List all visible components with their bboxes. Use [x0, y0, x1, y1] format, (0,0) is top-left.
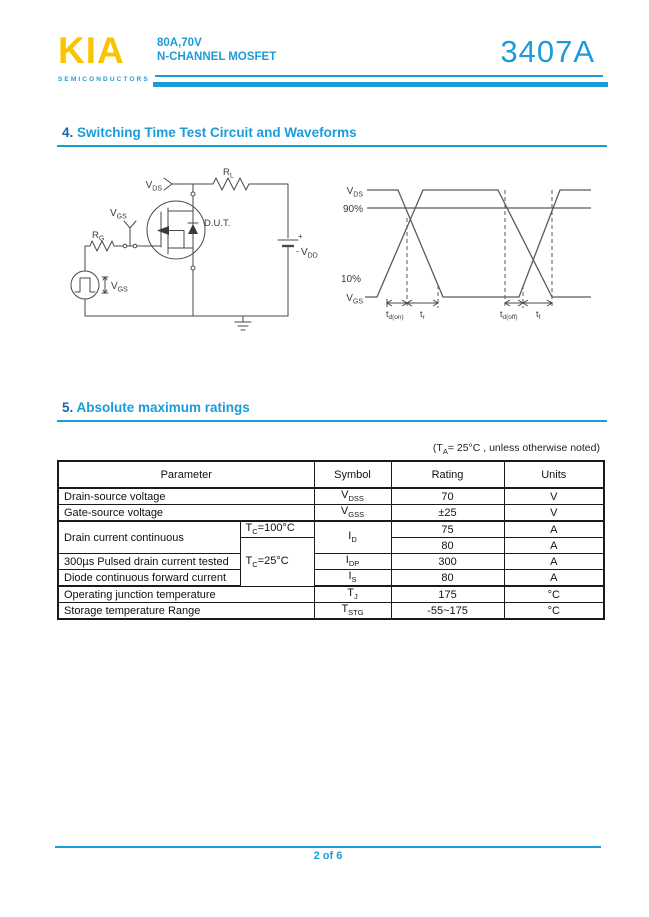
rg-resistor-label: $R_G$: [92, 230, 105, 243]
cell-symbol: $I_{DP}$: [314, 554, 391, 570]
table-row: [58, 554, 604, 570]
section-title: Switching Time Test Circuit and Waveforms: [77, 125, 357, 140]
cell-units: A: [504, 570, 604, 587]
table-header-row: [58, 461, 604, 488]
section-number: 5.: [62, 400, 74, 415]
switching-test-circuit-diagram: [58, 164, 328, 346]
vgs-probe-label: $V_{GS}$: [110, 208, 127, 221]
waveform-10pct-label: 10%: [340, 274, 361, 285]
table-row: [58, 488, 604, 505]
substrate-arrow-icon: [157, 226, 169, 235]
cell-rating: 75: [391, 521, 504, 538]
table-row: [58, 603, 604, 620]
col-header-parameter: Parameter: [58, 461, 314, 488]
col-header-units: Units: [504, 461, 604, 488]
dut-label: D.U.T.: [204, 218, 231, 229]
cell-rating: 175: [391, 586, 504, 603]
pulse-generator-icon: [71, 271, 108, 316]
waveform-vds-label: $V_{DS}$: [346, 186, 363, 199]
section-4-heading: [57, 125, 607, 147]
brand-subtitle: SEMICONDUCTORS: [58, 76, 150, 84]
table-condition-note: ($T_A= 25^\circ C$ , unless otherwise noted): [432, 442, 600, 457]
section-5-heading: [57, 400, 607, 422]
cell-symbol: $T_{STG}$: [314, 603, 391, 620]
switching-waveform-diagram: [333, 168, 595, 320]
cell-units: A: [504, 554, 604, 570]
cell-parameter: 300µs Pulsed drain current tested: [58, 554, 240, 570]
cell-symbol: $V_{DSS}$: [314, 488, 391, 505]
waveform-vgs-label: $V_{GS}$: [346, 293, 363, 306]
vdd-label: $V_{DD}$: [301, 247, 318, 260]
drain-node: [191, 192, 195, 196]
cell-rating: 300: [391, 554, 504, 570]
cell-units: V: [504, 488, 604, 505]
col-header-rating: Rating: [391, 461, 504, 488]
cell-parameter: Operating junction temperature: [58, 586, 314, 603]
device-type-line: N-CHANNEL MOSFET: [157, 51, 277, 64]
col-header-symbol: Symbol: [314, 461, 391, 488]
table-row: [58, 586, 604, 603]
header-rule-thick: [153, 82, 608, 87]
cell-condition: $T_C=100^\circ C$: [240, 521, 314, 538]
timing-arrows: [387, 299, 552, 307]
header-rule-thin: [155, 75, 603, 77]
td-on-label: $t_{d(on)}$: [386, 309, 404, 321]
table-row: [58, 521, 604, 538]
cell-parameter: Drain current continuous: [58, 521, 240, 554]
table-row: [58, 570, 604, 587]
vgs-trace: [365, 190, 591, 297]
battery-icon: [278, 240, 298, 316]
tf-label: $t_f$: [536, 309, 541, 321]
cell-rating: 70: [391, 488, 504, 505]
rl-resistor-label: $R_L$: [223, 167, 234, 180]
device-spec-line: 80A,70V: [157, 37, 202, 49]
cell-units: A: [504, 521, 604, 538]
waveform-90pct-label: 90%: [342, 204, 363, 215]
cell-parameter: Gate-source voltage: [58, 505, 314, 522]
cell-rating: ±25: [391, 505, 504, 522]
cell-units: °C: [504, 603, 604, 620]
gate-node: [133, 244, 137, 248]
device-description: [157, 36, 276, 65]
section-title: Absolute maximum ratings: [76, 400, 250, 415]
cell-units: °C: [504, 586, 604, 603]
cell-rating: 80: [391, 538, 504, 554]
cell-symbol: $T_J$: [314, 586, 391, 603]
rg-resistor: [90, 241, 114, 251]
body-diode-icon: [188, 224, 198, 234]
cell-rating: -55~175: [391, 603, 504, 620]
cell-condition: $T_C=25^\circ C$: [240, 538, 314, 587]
brand-name: KIA: [58, 30, 125, 71]
cell-parameter: Drain-source voltage: [58, 488, 314, 505]
cell-symbol: $I_D$: [314, 521, 391, 554]
cell-parameter: Storage temperature Range: [58, 603, 314, 620]
cell-parameter: Diode continuous forward current: [58, 570, 240, 587]
battery-plus-sign: +: [298, 232, 303, 241]
vgs-probe-icon: [124, 221, 136, 246]
tr-label: $t_r$: [420, 309, 425, 321]
cell-rating: 80: [391, 570, 504, 587]
vgs-source-label: $V_{GS}$: [111, 281, 128, 294]
ground-icon: [235, 316, 251, 330]
page-indicator: 2 of 6: [313, 850, 343, 862]
section-number: 4.: [62, 125, 74, 140]
table-row: [58, 505, 604, 522]
cell-units: A: [504, 538, 604, 554]
td-off-label: $t_{d(off)}$: [500, 309, 518, 321]
battery-minus-sign: -: [296, 246, 299, 256]
source-node: [191, 266, 195, 270]
part-number: 3407A: [500, 34, 595, 69]
footer-rule: [55, 846, 601, 848]
cell-units: V: [504, 505, 604, 522]
top-rail-wire: [172, 178, 288, 238]
cell-symbol: $I_S$: [314, 570, 391, 587]
gate-node: [123, 244, 127, 248]
vds-probe-icon: [164, 178, 172, 190]
cell-symbol: $V_{GSS}$: [314, 505, 391, 522]
vds-probe-label: $V_{DS}$: [145, 180, 162, 193]
absolute-maximum-ratings-table: [57, 460, 605, 620]
